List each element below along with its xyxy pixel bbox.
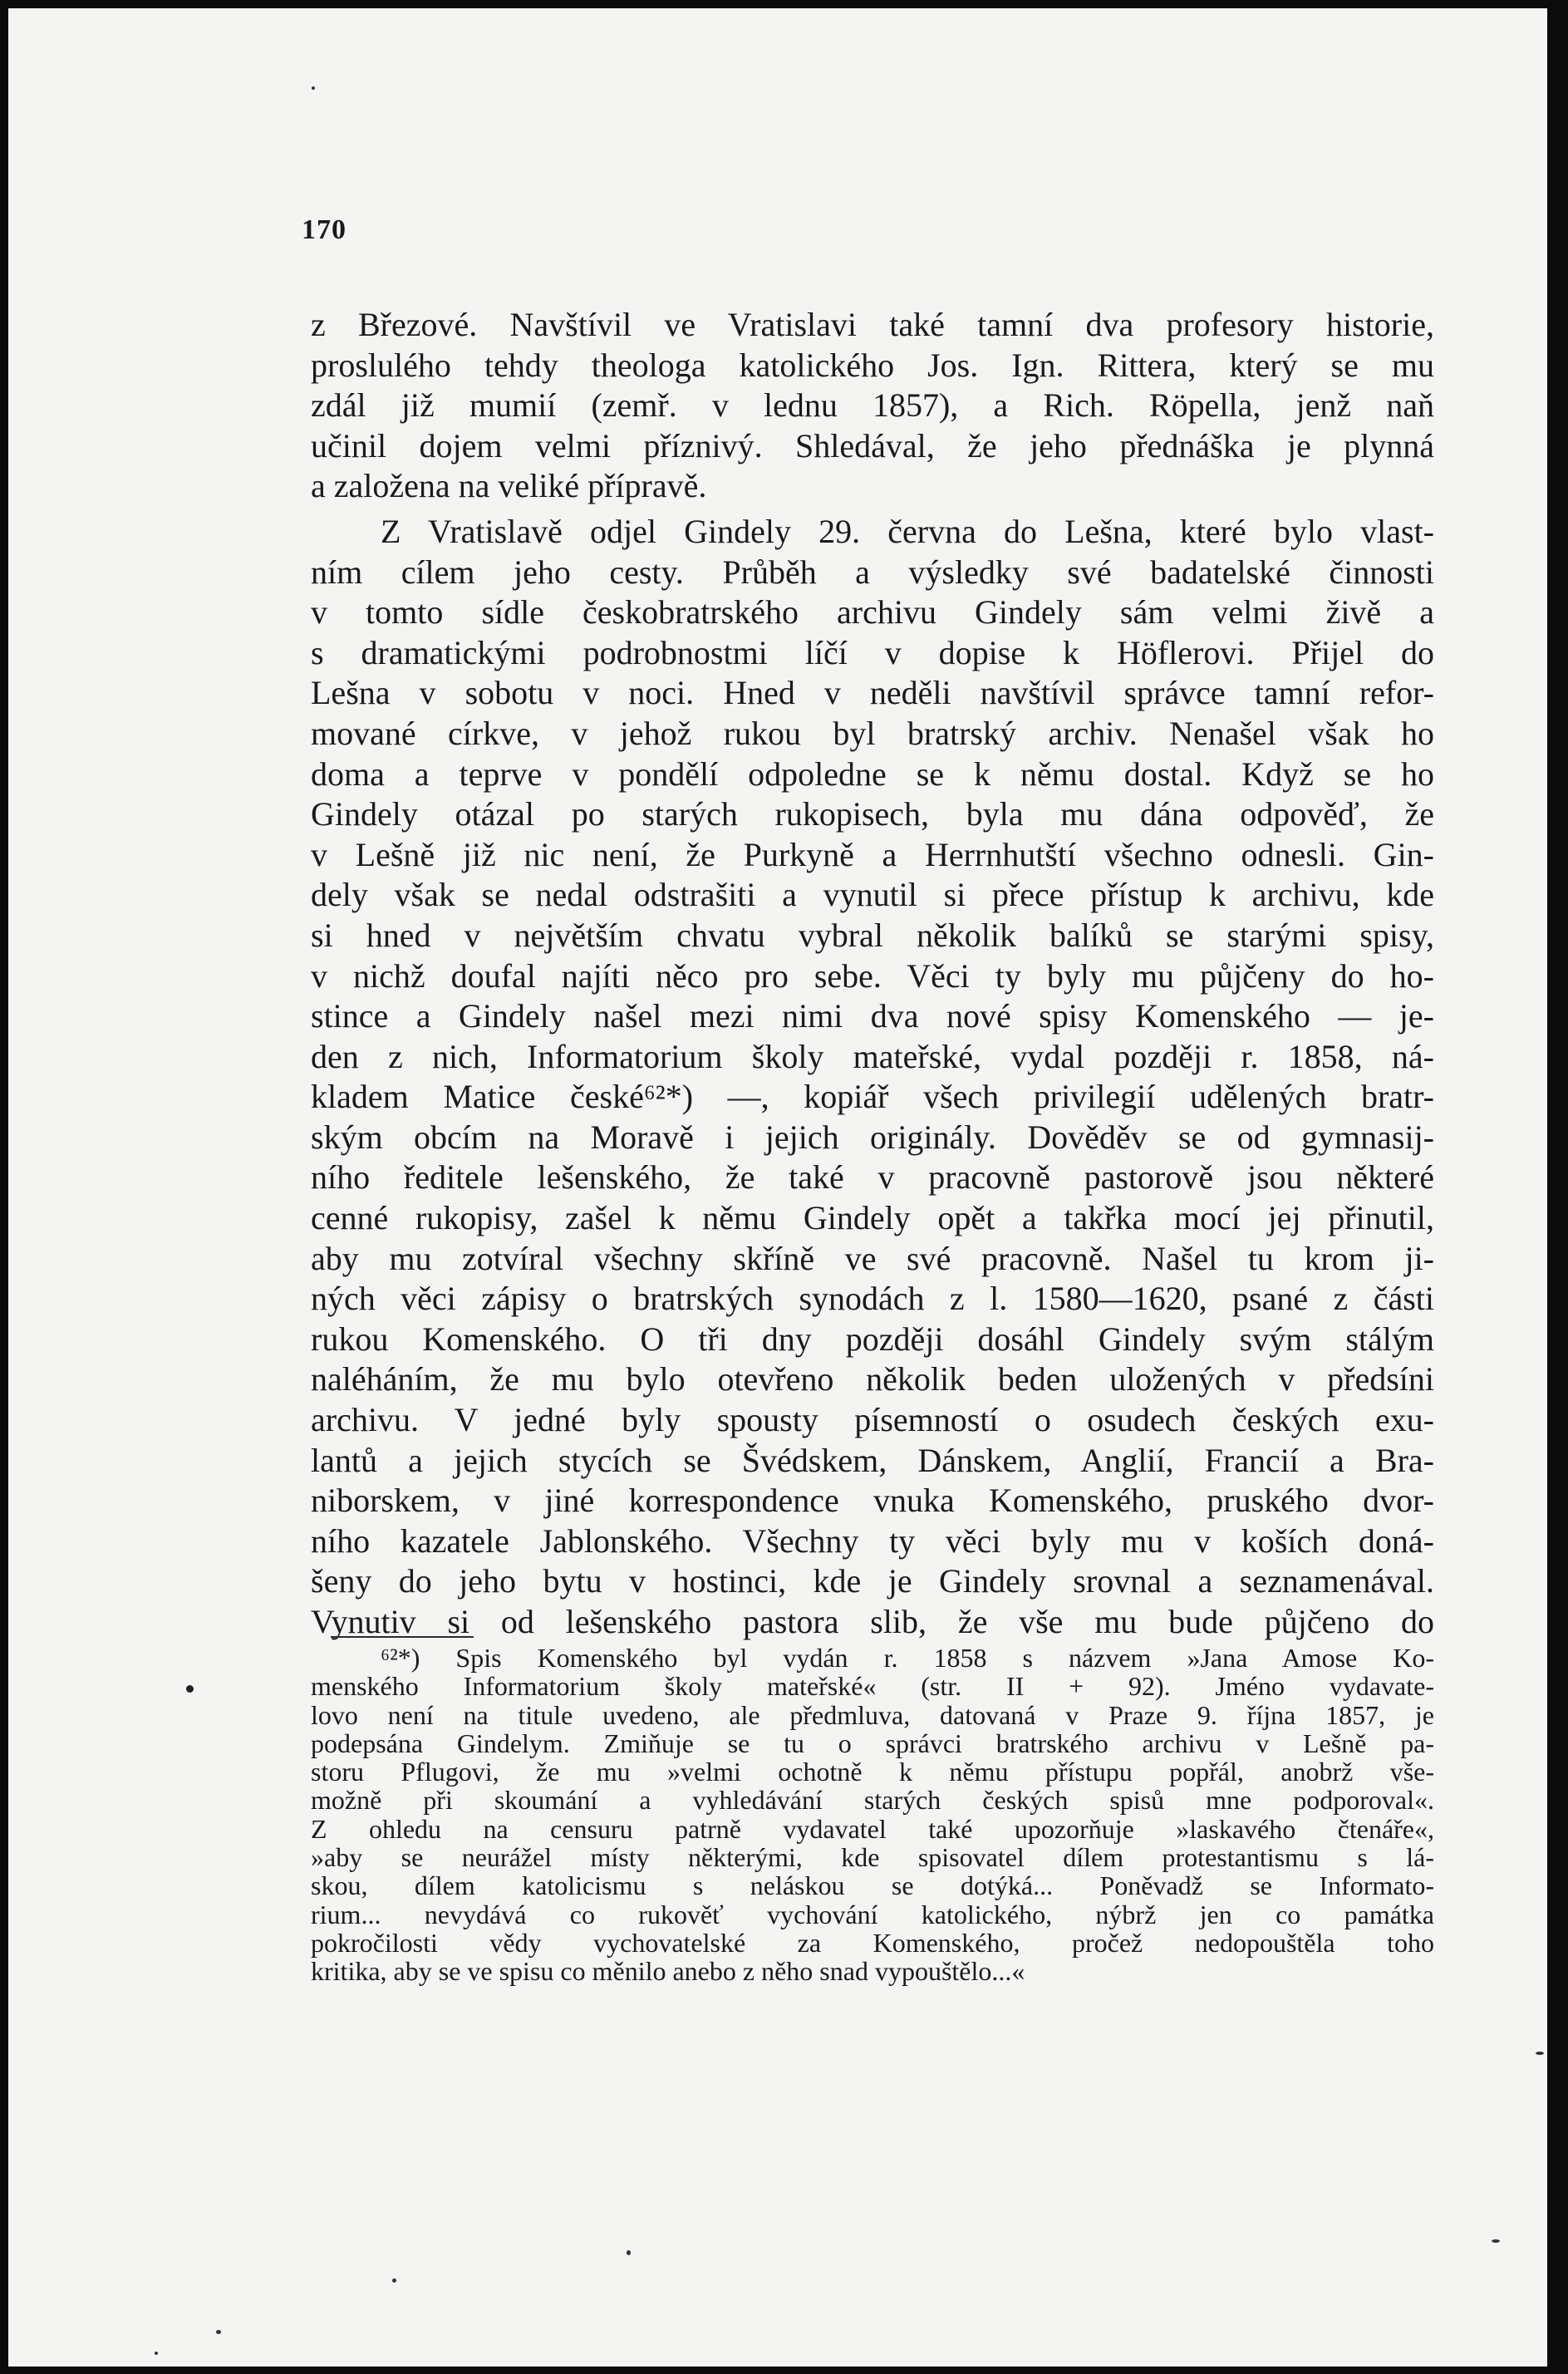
text-line: rukou Komenského. O tři dny později dosáhl Gindely svým stálým <box>311 1320 1434 1358</box>
footnote-line: lovo není na titule uvedeno, ale předmluva, datovaná v Praze 9. října 1857, je <box>311 1699 1434 1730</box>
text-line: kladem Matice české⁶²*) —, kopiář všech privilegií udělených bratr- <box>311 1078 1434 1116</box>
footnote-line: kritika, aby se ve spisu co měnilo anebo z něho snad vypouštělo...« <box>311 1956 1025 1987</box>
text-line: Lešna v sobotu v noci. Hned v neděli navštívil správce tamní refor- <box>311 674 1434 712</box>
footnote-divider <box>331 1636 474 1638</box>
scan-speck <box>1492 2239 1500 2243</box>
text-line: ního ředitele lešenského, že také v pracovně pastorově jsou některé <box>311 1158 1434 1197</box>
page-number: 170 <box>302 214 347 245</box>
footnote-line: ⁶²*) Spis Komenského byl vydán r. 1858 s názvem »Jana Amose Ko- <box>381 1643 1434 1673</box>
footnote-line: »aby se neurážel místy některými, kde spisovatel dílem protestantismu s lá- <box>311 1842 1434 1873</box>
book-page <box>8 8 1547 2367</box>
text-line: v Lešně již nic není, že Purkyně a Herrnhutští všechno odnesli. Gin- <box>311 835 1434 873</box>
text-line: Z Vratislavě odjel Gindely 29. června do Lešna, které bylo vlast- <box>381 512 1434 550</box>
main-text <box>311 305 1434 1643</box>
footnote-line: možně při skoumání a vyhledávání starých českých spisů mne podporoval«. <box>311 1785 1434 1816</box>
text-line: Gindely otázal po starých rukopisech, byla mu dána odpověď, že <box>311 795 1434 833</box>
footnote-line: menského Informatorium školy mateřské« (str. II + 92). Jméno vydavate- <box>311 1671 1434 1702</box>
footnote-line: pokročilosti vědy vychovatelské za Komenského, pročež nedopouštěla toho <box>311 1927 1434 1958</box>
text-line: doma a teprve v pondělí odpoledne se k němu dostal. Když se ho <box>311 754 1434 793</box>
text-line: ským obcím na Moravě i jejich originály. Dověděv se od gymnasij- <box>311 1118 1434 1156</box>
scan-speck <box>216 2330 221 2334</box>
scan-speck <box>392 2278 396 2283</box>
text-line: šeny do jeho bytu v hostinci, kde je Gindely srovnal a seznamenával. <box>311 1562 1434 1600</box>
footnote-line: rium... nevydává co rukověť vychování katolického, nýbrž jen co památka <box>311 1899 1434 1929</box>
footnote-line: podepsána Gindelym. Zmiňuje se tu o správci bratrského archivu v Lešně pa- <box>311 1728 1434 1758</box>
footnote-text <box>311 1644 1434 1986</box>
scan-speck <box>312 86 315 90</box>
text-line: Vynutiv si od lešenského pastora slib, že vše mu bude půjčeno do <box>311 1603 1434 1640</box>
text-line: lantů a jejich stycích se Švédskem, Dánskem, Anglií, Francií a Bra- <box>311 1441 1434 1479</box>
text-line: z Březové. Navštívil ve Vratislavi také tamní dva profesory historie, <box>311 306 1434 343</box>
text-line: den z nich, Informatorium školy mateřské, vydal později r. 1858, ná- <box>311 1037 1434 1075</box>
text-line: v nichž doufal najíti něco pro sebe. Věci ty byly mu půjčeny do ho- <box>311 956 1434 995</box>
footnote-line: storu Pflugovi, že mu »velmi ochotně k němu přístupu popřál, anobrž vše- <box>311 1757 1434 1787</box>
footnote-line: Z ohledu na censuru patrně vydavatel také upozorňuje »laskavého čtenáře«, <box>311 1813 1434 1844</box>
text-line: naléháním, že mu bylo otevřeno několik beden uložených v předsíni <box>311 1360 1434 1398</box>
text-line: archivu. V jedné byly spousty písemností o osudech českých exu- <box>311 1401 1434 1439</box>
scan-speck <box>155 2352 158 2355</box>
footnote-line: skou, dílem katolicismu s neláskou se dotýká... Poněvadž se Informato- <box>311 1870 1434 1901</box>
text-line: niborskem, v jiné korrespondence vnuka Komenského, pruského dvor- <box>311 1482 1434 1520</box>
scan-speck <box>627 2250 631 2255</box>
text-line: mované církve, v jehož rukou byl bratrský archiv. Nenašel však ho <box>311 714 1434 752</box>
text-line: ných věci zápisy o bratrských synodách z l. 1580—1620, psané z části <box>311 1280 1434 1318</box>
text-line: ního kazatele Jablonského. Všechny ty věci byly mu v koších doná- <box>311 1521 1434 1560</box>
text-line: proslulého tehdy theologa katolického Jos. Ign. Rittera, který se mu <box>311 346 1434 384</box>
text-line: a založena na veliké přípravě. <box>311 467 707 505</box>
text-line: stince a Gindely našel mezi nimi dva nové spisy Komenského — je- <box>311 997 1434 1035</box>
text-line: zdál již mumií (zemř. v lednu 1857), a Rich. Röpella, jenž naň <box>311 386 1434 425</box>
scan-speck <box>1536 2052 1544 2055</box>
text-line: si hned v největším chvatu vybral několik balíků se starými spisy, <box>311 916 1434 954</box>
text-line: s dramatickými podrobnostmi líčí v dopise k Höflerovi. Přijel do <box>311 633 1434 671</box>
text-line: v tomto sídle českobratrského archivu Gindely sám velmi živě a <box>311 593 1434 632</box>
margin-dot <box>186 1685 194 1693</box>
text-line: dely však se nedal odstrašiti a vynutil si přece přístup k archivu, kde <box>311 876 1434 914</box>
text-line: učinil dojem velmi příznivý. Shledával, že jeho přednáška je plynná <box>311 426 1434 464</box>
text-line: ním cílem jeho cesty. Průběh a výsledky své badatelské činnosti <box>311 553 1434 591</box>
text-line: cenné rukopisy, zašel k němu Gindely opět a takřka mocí jej přinutil, <box>311 1199 1434 1237</box>
text-line: aby mu zotvíral všechny skříně ve své pracovně. Našel tu krom ji- <box>311 1239 1434 1277</box>
